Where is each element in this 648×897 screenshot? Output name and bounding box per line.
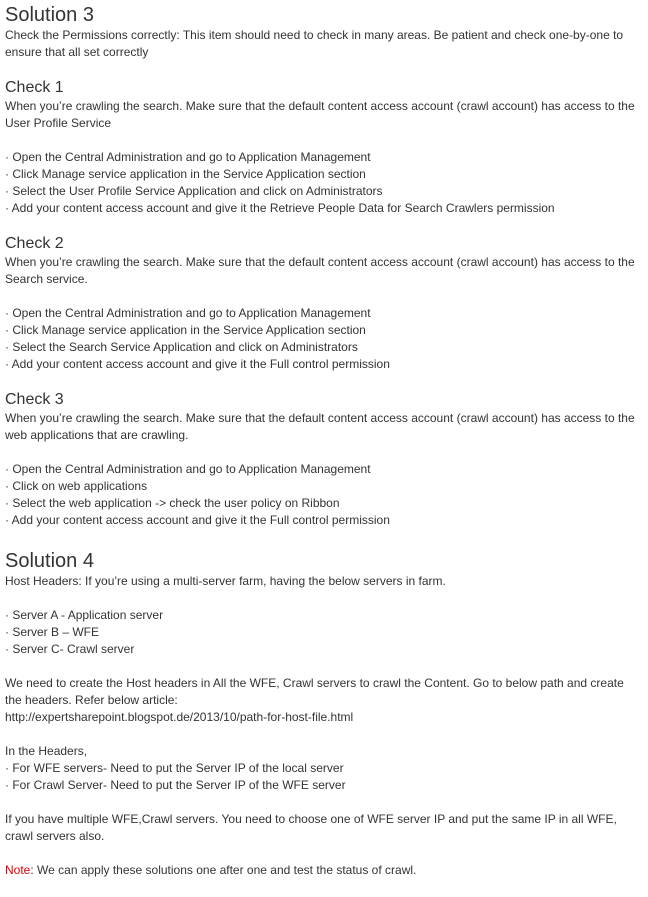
check-3-step: · Open the Central Administration and go to Application Management (5, 462, 371, 476)
check-2-section (5, 234, 643, 390)
check-2-title: Check 2 (5, 235, 64, 252)
check-1-step: · Select the User Profile Service Application and click on Administrators (5, 184, 383, 198)
check-1-step: · Add your content access account and give it the Retrieve People Data for Search Crawlers permission (5, 201, 555, 215)
server-item: · Server B – WFE (5, 625, 100, 639)
check-1-desc: When you’re crawling the search. Make sure that the default content access account (crawl account) has access to the User Profile Service (5, 99, 635, 130)
multiple-servers-paragraph: If you have multiple WFE,Crawl servers. You need to choose one of WFE server IP and put the same IP in all WFE, crawl servers also. (5, 812, 617, 843)
check-3-title: Check 3 (5, 391, 64, 408)
host-headers-paragraph: We need to create the Host headers in All the WFE, Crawl servers to crawl the Content. Go to below path and create the headers. Refer below article: (5, 676, 624, 707)
solution-3-intro: Check the Permissions correctly: This item should need to check in many areas. Be patient and check one-by-one to ensure that all set correctly (5, 28, 624, 59)
note-paragraph (5, 862, 643, 879)
article-body (0, 4, 648, 879)
check-1-section (5, 78, 643, 234)
check-1-title: Check 1 (5, 79, 64, 96)
note-label: Note (5, 863, 31, 877)
server-item: · Server A - Application server (5, 608, 164, 622)
check-3-desc: When you’re crawling the search. Make sure that the default content access account (crawl account) has access to the web applications that are crawling. (5, 411, 635, 442)
check-3-section (5, 390, 643, 546)
server-item: · Server C- Crawl server (5, 642, 135, 656)
header-item: · For WFE servers- Need to put the Server IP of the local server (5, 761, 344, 775)
header-item: · For Crawl Server- Need to put the Server IP of the WFE server (5, 778, 346, 792)
check-2-step: · Add your content access account and give it the Full control permission (5, 357, 390, 371)
check-2-step: · Click Manage service application in the Service Application section (5, 323, 366, 337)
check-1-step: · Open the Central Administration and go to Application Management (5, 150, 371, 164)
check-2-desc: When you’re crawling the search. Make sure that the default content access account (crawl account) has access to the Search service. (5, 255, 635, 286)
check-3-step: · Select the web application -> check the user policy on Ribbon (5, 496, 340, 510)
check-2-step: · Open the Central Administration and go to Application Management (5, 306, 371, 320)
solution-3-title: Solution 3 (5, 4, 94, 26)
solution-4-title: Solution 4 (5, 550, 94, 572)
headers-intro: In the Headers, (5, 744, 88, 758)
check-3-step: · Click on web applications (5, 479, 148, 493)
article-link: http://expertsharepoint.blogspot.de/2013/10/path-for-host-file.html (5, 710, 354, 724)
solution-4-intro: Host Headers: If you’re using a multi-server farm, having the below servers in farm. (5, 574, 446, 588)
check-3-step: · Add your content access account and give it the Full control permission (5, 513, 390, 527)
check-1-step: · Click Manage service application in the Service Application section (5, 167, 366, 181)
note-text: : We can apply these solutions one after one and test the status of crawl. (30, 863, 417, 877)
check-2-step: · Select the Search Service Application and click on Administrators (5, 340, 358, 354)
